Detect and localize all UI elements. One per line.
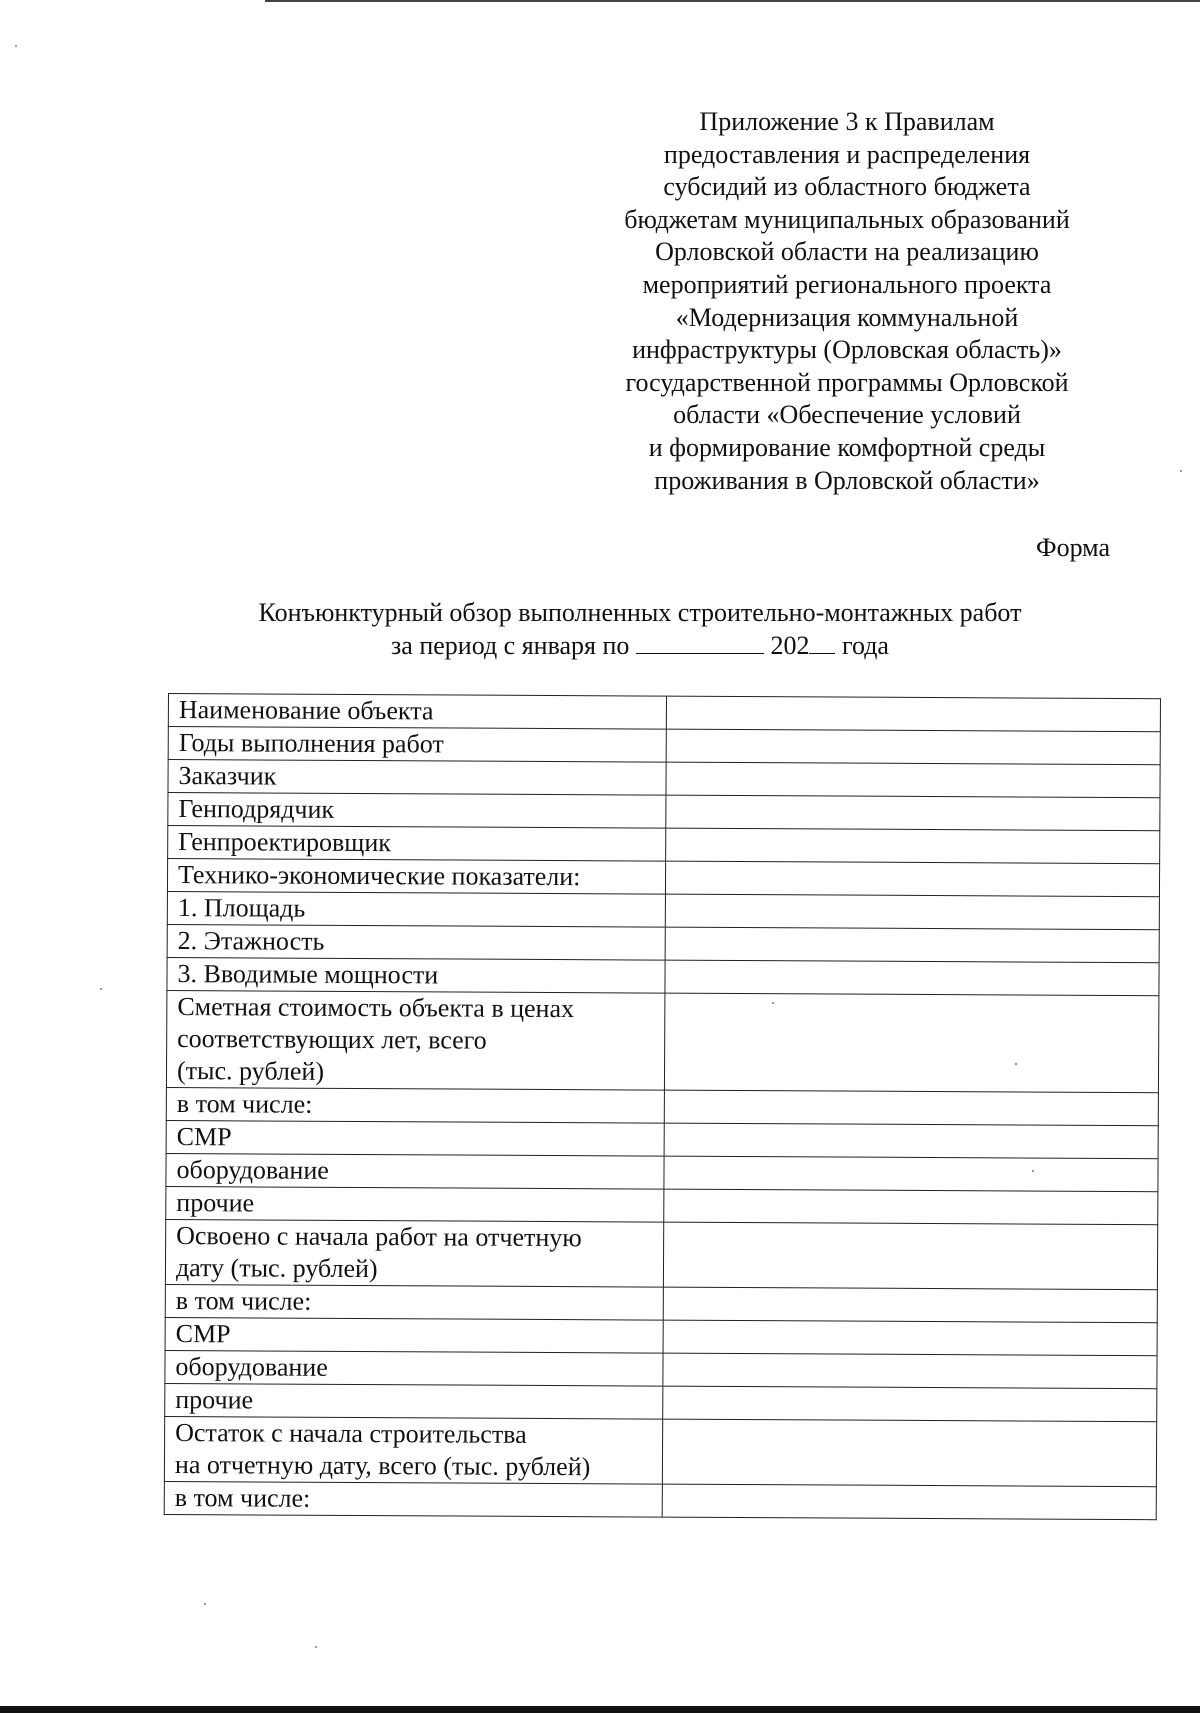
- row-label-text: Годы выполнения работ: [178, 728, 444, 759]
- row-label-text: в том числе:: [174, 1483, 311, 1513]
- appendix-line: проживания в Орловской области»: [654, 465, 1040, 495]
- row-value-cell[interactable]: [664, 1189, 1158, 1225]
- appendix-line: Приложение 3 к Правилам: [699, 107, 995, 136]
- row-label-text: 1. Площадь: [177, 893, 306, 923]
- table-row: [166, 1087, 1158, 1125]
- row-value-cell[interactable]: [666, 795, 1160, 831]
- report-form-table: [164, 693, 1161, 1520]
- appendix-line: бюджетам муниципальных образований: [624, 204, 1070, 234]
- appendix-line: инфраструктуры (Орловская область)»: [632, 335, 1062, 365]
- table-row: [165, 1317, 1157, 1355]
- row-value-cell[interactable]: [664, 1123, 1158, 1159]
- table-row: [165, 1284, 1157, 1322]
- appendix-line: «Модернизация коммунальной: [675, 302, 1019, 332]
- table-row: [165, 1350, 1157, 1388]
- row-label-cell: [168, 760, 666, 796]
- appendix-line: субсидий из областного бюджета: [663, 172, 1031, 202]
- row-value-cell[interactable]: [664, 993, 1159, 1093]
- table-row: [166, 990, 1158, 1092]
- row-label-cell: [165, 1219, 663, 1287]
- row-value-cell[interactable]: [663, 1222, 1157, 1290]
- row-label-text: в том числе:: [175, 1286, 312, 1316]
- title-line-2: [150, 629, 1130, 662]
- row-value-cell[interactable]: [664, 1156, 1158, 1192]
- appendix-line: и формирование комфортной среды: [648, 432, 1046, 462]
- form-label: Форма: [1036, 533, 1110, 562]
- row-label-text: Наименование объекта: [178, 695, 434, 726]
- appendix-header: [600, 106, 1094, 497]
- appendix-line: Орловской области на реализацию: [655, 237, 1039, 267]
- row-label-text: СМР: [175, 1319, 231, 1349]
- row-label-cell: [165, 1383, 663, 1419]
- row-label-text: Технико-экономические показатели:: [177, 860, 581, 892]
- table-row: [167, 891, 1159, 929]
- table-row: [165, 1383, 1157, 1421]
- row-value-cell[interactable]: [665, 894, 1159, 930]
- row-label-text: Сметная стоимость объекта в ценах: [177, 992, 575, 1024]
- row-label-cell: [166, 1153, 664, 1189]
- table-row: [165, 1219, 1157, 1289]
- row-value-cell[interactable]: [663, 1353, 1157, 1389]
- row-label-text: 3. Вводимые мощности: [177, 959, 439, 990]
- row-label-text: на отчетную дату, всего (тыс. рублей): [174, 1450, 591, 1482]
- scan-speck: [1180, 470, 1182, 472]
- row-value-cell[interactable]: [662, 1484, 1156, 1520]
- row-label-text: Остаток с начала строительства: [175, 1418, 527, 1449]
- row-label-cell: [166, 1186, 664, 1222]
- row-value-cell[interactable]: [663, 1320, 1157, 1356]
- row-label-text: Генподрядчик: [178, 794, 335, 824]
- row-label-cell: [167, 859, 665, 895]
- row-value-cell[interactable]: [666, 696, 1160, 732]
- table-row: [168, 760, 1160, 798]
- table-row: [166, 1186, 1158, 1224]
- document-title: [150, 596, 1130, 662]
- row-value-cell[interactable]: [663, 1386, 1157, 1422]
- row-label-text: дату (тыс. рублей): [175, 1253, 378, 1284]
- table-row: [166, 1153, 1158, 1191]
- row-label-text: СМР: [176, 1122, 232, 1152]
- row-label-cell: [168, 793, 666, 829]
- table-row: [166, 1120, 1158, 1158]
- row-value-cell[interactable]: [662, 1419, 1156, 1487]
- row-label-text: соответствующих лет, всего: [177, 1024, 487, 1055]
- row-value-cell[interactable]: [665, 960, 1159, 996]
- title-year-prefix: 202: [770, 631, 810, 660]
- row-label-text: Освоено с начала работ на отчетную: [176, 1221, 582, 1253]
- appendix-line: предоставления и распределения: [663, 139, 1031, 169]
- row-label-text: Заказчик: [178, 761, 277, 791]
- appendix-line: мероприятий регионального проекта: [642, 269, 1052, 299]
- row-label-cell: [165, 1350, 663, 1386]
- scan-speck: [204, 1603, 206, 1605]
- scan-speck: [1032, 1170, 1034, 1172]
- row-label-cell: [167, 891, 665, 927]
- row-label-text: 2. Этажность: [177, 926, 325, 956]
- row-value-cell[interactable]: [665, 927, 1159, 963]
- scan-speck: [315, 1646, 317, 1648]
- row-label-text: (тыс. рублей): [176, 1056, 325, 1086]
- row-label-cell: [168, 727, 666, 763]
- row-label-cell: [168, 694, 666, 730]
- row-label-text: прочие: [176, 1188, 255, 1218]
- appendix-line: государственной программы Орловской: [625, 367, 1069, 397]
- table-row: [168, 727, 1160, 765]
- report-form-table-body: [164, 694, 1160, 1520]
- row-value-cell[interactable]: [666, 828, 1160, 864]
- row-label-cell: [166, 1087, 664, 1123]
- row-value-cell[interactable]: [663, 1287, 1157, 1323]
- row-label-text: в том числе:: [176, 1089, 313, 1119]
- scan-speck: [1015, 1063, 1017, 1065]
- scan-top-edge: [265, 0, 1200, 2]
- row-label-cell: [167, 924, 665, 960]
- table-row: [168, 826, 1160, 864]
- scan-bottom-edge: [0, 1706, 1200, 1713]
- appendix-line: области «Обеспечение условий: [673, 400, 1021, 430]
- scan-speck: [772, 1002, 774, 1004]
- table-row: [167, 924, 1159, 962]
- row-value-cell[interactable]: [665, 861, 1159, 897]
- row-label-cell: [167, 957, 665, 993]
- row-label-cell: [165, 1317, 663, 1353]
- scan-speck: [100, 988, 102, 990]
- row-label-cell: [168, 826, 666, 862]
- title-line-1: Конъюнктурный обзор выполненных строительно-монтажных работ: [258, 598, 1022, 627]
- row-label-text: прочие: [175, 1385, 254, 1415]
- row-value-cell[interactable]: [664, 1090, 1158, 1126]
- row-label-text: оборудование: [176, 1155, 329, 1185]
- row-label-cell: [166, 1120, 664, 1156]
- year-blank-field[interactable]: [809, 631, 835, 654]
- month-blank-field[interactable]: [636, 631, 764, 654]
- table-row: [168, 793, 1160, 831]
- row-label-cell: [166, 990, 665, 1090]
- table-row: [167, 859, 1159, 897]
- table-row: [164, 1416, 1156, 1486]
- title-period-prefix: за период с января по: [391, 631, 630, 660]
- table-row: [168, 694, 1160, 732]
- table-row: [167, 957, 1159, 995]
- row-value-cell[interactable]: [666, 762, 1160, 798]
- scan-speck: [15, 45, 17, 47]
- row-label-text: Генпроектировщик: [178, 827, 391, 858]
- row-label-cell: [164, 1481, 662, 1517]
- row-label-cell: [165, 1284, 663, 1320]
- table-row: [164, 1481, 1156, 1519]
- row-value-cell[interactable]: [666, 729, 1160, 765]
- row-label-cell: [164, 1416, 662, 1484]
- title-year-suffix: года: [841, 631, 889, 660]
- row-label-text: оборудование: [175, 1352, 328, 1382]
